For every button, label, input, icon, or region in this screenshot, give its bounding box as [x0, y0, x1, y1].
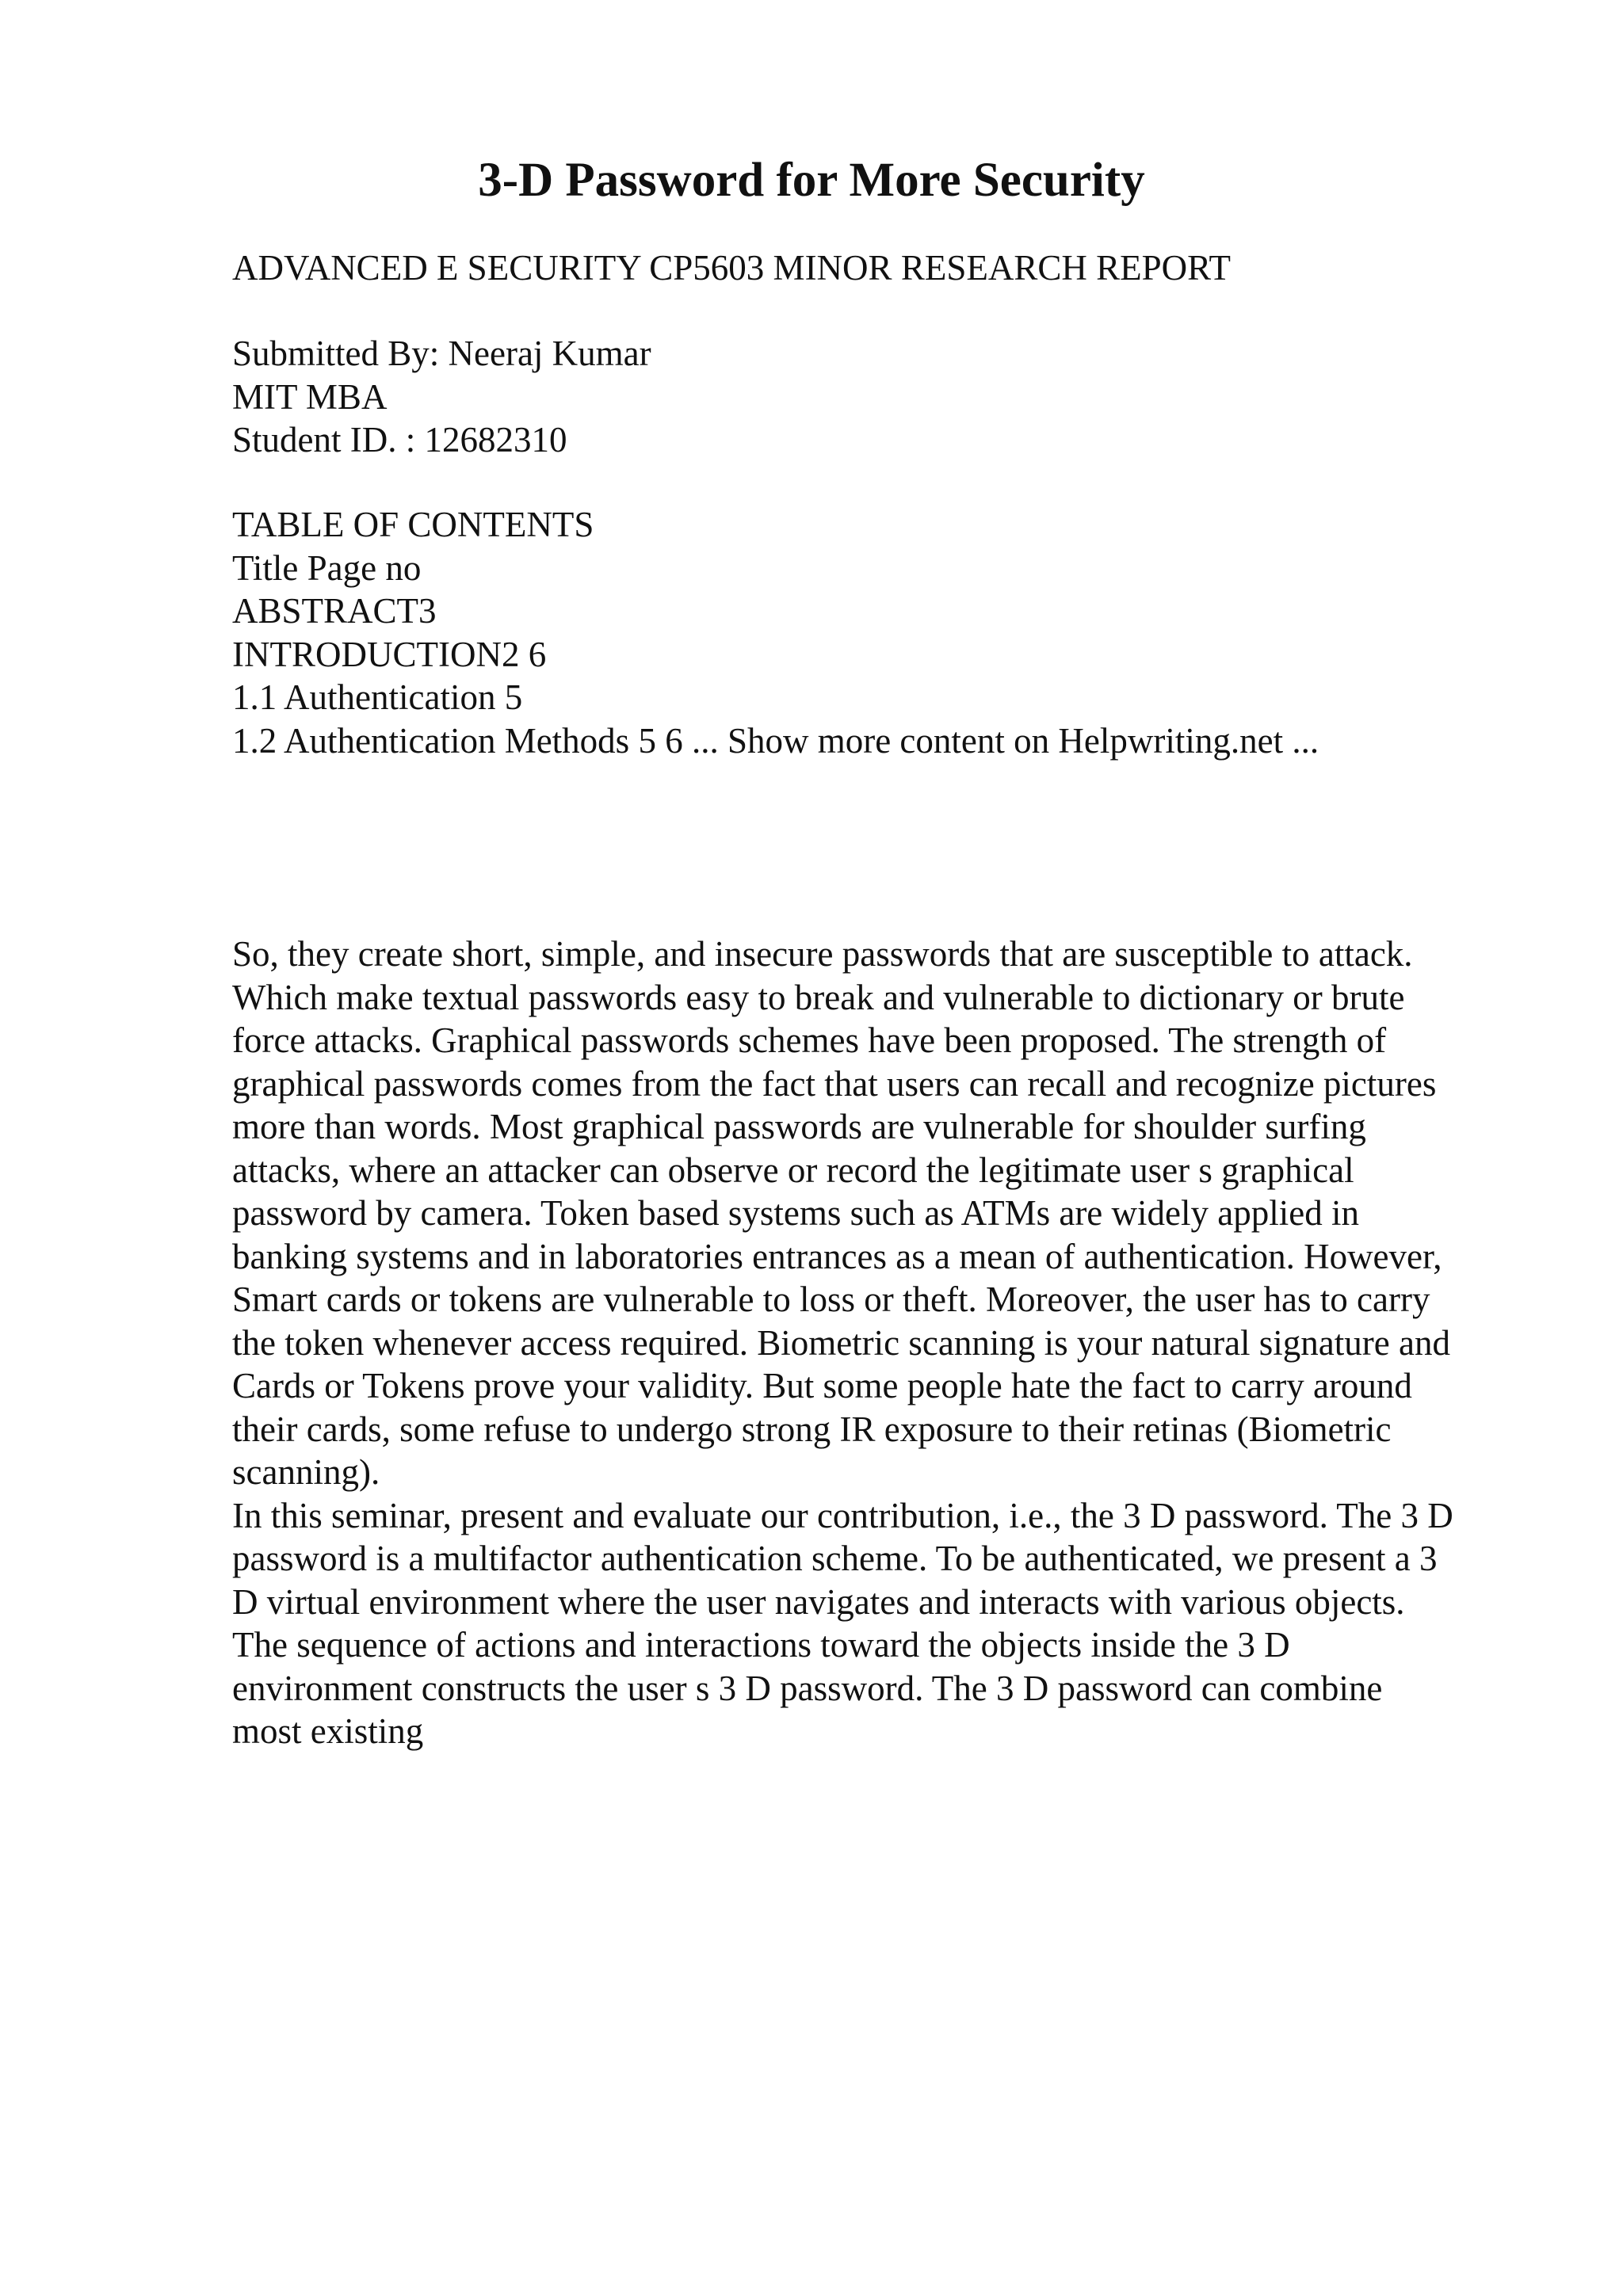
- report-subtitle-text: ADVANCED E SECURITY CP5603 MINOR RESEARCH REPORT: [232, 248, 1231, 288]
- toc-line: 1.2 Authentication Methods 5 6 ... Show more content on Helpwriting.net ...: [232, 720, 1319, 761]
- paragraph-line: scanning).: [232, 1452, 380, 1492]
- paragraph-line: Cards or Tokens prove your validity. But some people hate the fact to carry around: [232, 1366, 1412, 1405]
- toc-line: 1.1 Authentication 5: [232, 677, 523, 717]
- paragraph-line: password by camera. Token based systems such as ATMs are widely applied in: [232, 1193, 1359, 1233]
- paragraph-line: most existing: [232, 1711, 424, 1751]
- paragraph-line: the token whenever access required. Biometric scanning is your natural signature and: [232, 1322, 1450, 1363]
- paragraph-line: force attacks. Graphical passwords schemes have been proposed. The strength of: [232, 1020, 1387, 1060]
- submitted-by-line: Submitted By: Neeraj Kumar: [232, 334, 651, 373]
- toc-heading: TABLE OF CONTENTS: [232, 505, 594, 544]
- paragraph-line: D virtual environment where the user navigates and interacts with various objects.: [232, 1581, 1405, 1622]
- toc-line: Title Page no: [232, 547, 422, 588]
- paragraph-line: environment constructs the user s 3 D password. The 3 D password can combine: [232, 1668, 1383, 1708]
- paragraph-line: Smart cards or tokens are vulnerable to loss or theft. Moreover, the user has to carry: [232, 1280, 1430, 1319]
- table-of-contents: [232, 503, 1516, 762]
- paragraph-line: more than words. Most graphical passwords are vulnerable for shoulder surfing: [232, 1107, 1366, 1146]
- paragraph-line: graphical passwords comes from the fact that users can recall and recognize pictures: [232, 1063, 1437, 1104]
- document-title: 3-D Password for More Security: [478, 154, 1145, 207]
- paragraph-line: their cards, some refuse to undergo strong IR exposure to their retinas (Biometric: [232, 1409, 1392, 1449]
- paragraph-line: The sequence of actions and interactions toward the objects inside the 3 D: [232, 1625, 1290, 1665]
- body-paragraphs: [232, 933, 1516, 1753]
- paragraph-line: banking systems and in laboratories entrances as a mean of authentication. However,: [232, 1236, 1442, 1276]
- paragraph-line: So, they create short, simple, and insecure passwords that are susceptible to attack.: [232, 934, 1413, 974]
- submission-details: [232, 332, 1516, 462]
- paragraph-line: Which make textual passwords easy to break and vulnerable to dictionary or brute: [232, 977, 1405, 1017]
- toc-line: INTRODUCTION2 6: [232, 634, 547, 674]
- paragraph-line: attacks, where an attacker can observe or record the legitimate user s graphical: [232, 1150, 1354, 1190]
- program-line: MIT MBA: [232, 376, 388, 417]
- report-subtitle: [232, 246, 1516, 290]
- paragraph-line: password is a multifactor authentication scheme. To be authenticated, we present a 3: [232, 1539, 1438, 1578]
- paragraph-line: In this seminar, present and evaluate our contribution, i.e., the 3 D password. The 3 D: [232, 1495, 1453, 1535]
- toc-line: ABSTRACT3: [232, 591, 437, 631]
- student-id-line: Student ID. : 12682310: [232, 420, 567, 460]
